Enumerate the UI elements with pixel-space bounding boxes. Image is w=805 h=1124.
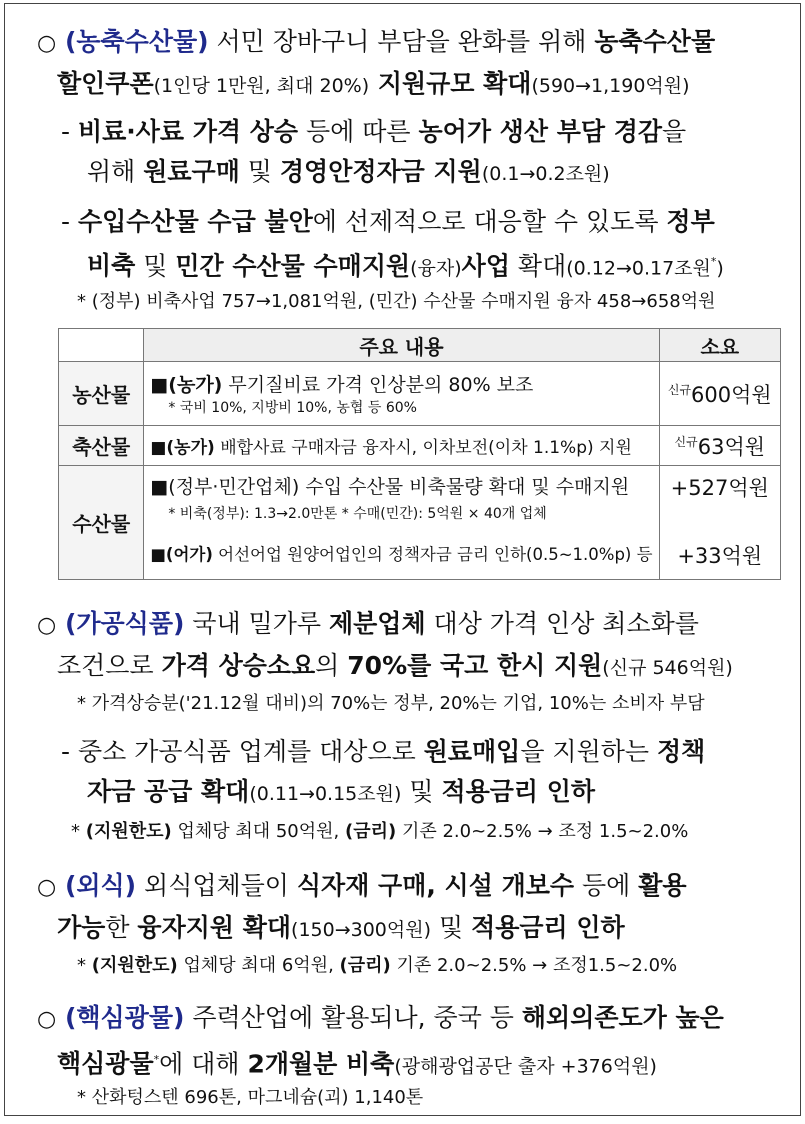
footnote: * 가격상승분('21.12월 대비)의 70%는 정부, 20%는 기업, 10%는 소비자 부담 bbox=[77, 693, 705, 714]
section-dining: ○ (외식) 외식업체들이 식자재 구매, 시설 개보수 등에 활용 가능한 융자지원 확대(150→300억원) 및 적용금리 인하 bbox=[37, 866, 782, 950]
footnote: * (지원한도) 업체당 최대 6억원, (금리) 기존 2.0~2.5% → 조정1.5~2.0% bbox=[77, 955, 678, 976]
circle-bullet-icon: ○ bbox=[37, 875, 57, 900]
table-row: 농산물 ■(농가) 무기질비료 가격 인상분의 80% 보조 * 국비 10%, 지방비 10%, 농협 등 60% $^{신규}$600억원 bbox=[59, 362, 781, 426]
sub-item-seafood: - 수입수산물 수급 불안에 선제적으로 대응할 수 있도록 정부 비축 및 민간 수산물 수매지원(융자)사업 확대(0.12→0.17조원*) bbox=[61, 207, 724, 281]
document-page bbox=[4, 3, 801, 1116]
footnote: * 산화텅스텐 696톤, 마그네슘(괴) 1,140톤 bbox=[77, 1087, 424, 1108]
column-header: 소요 bbox=[659, 329, 780, 362]
circle-bullet-icon: ○ bbox=[37, 1007, 57, 1032]
table-row: 축산물 ■(농가) 배합사료 구매자금 융자시, 이차보전(이차 1.1%p) 지원 $^{신규}$63억원 bbox=[59, 426, 781, 466]
support-table bbox=[58, 328, 781, 580]
table-header-row bbox=[59, 329, 781, 362]
section-tag: (농축수산물) bbox=[64, 27, 209, 56]
table-row: 수산물 ■(정부·민간업체) 수입 수산물 비축물량 확대 및 수매지원 * 비축(정부): 1.3→2.0만톤 * 수매(민간): 5억원 × 40개 업체 ■(어가) 어선어업 원양어업인의 정책자금 금리 인하(0.5~1.0%p) 등 +527억원 +33억원 bbox=[59, 466, 781, 580]
section-core-minerals: ○ (핵심광물) 주력산업에 활용되나, 중국 등 해외의존도가 높은 핵심광물*에 대해 2개월분 비축(광해광업공단 출자 +376억원) bbox=[37, 998, 782, 1086]
section-agri-products: ○ (농축수산물) 서민 장바구니 부담을 완화를 위해 농축수산물 할인쿠폰(1인당 1만원, 최대 20%) 지원규모 확대(590→1,190억원) bbox=[37, 22, 782, 106]
sub-item-policy-fund: - 중소 가공식품 업계를 대상으로 원료매입을 지원하는 정책 자금 공급 확대(0.11→0.15조원) 및 적용금리 인하 bbox=[61, 737, 706, 806]
circle-bullet-icon: ○ bbox=[37, 31, 57, 56]
circle-bullet-icon: ○ bbox=[37, 613, 57, 638]
column-header: 주요 내용 bbox=[144, 329, 659, 362]
footnote: * (정부) 비축사업 757→1,081억원, (민간) 수산물 수매지원 융자 458→658억원 bbox=[77, 291, 716, 312]
section-processed-food: ○ (가공식품) 국내 밀가루 제분업체 대상 가격 인상 최소화를 조건으로 가격 상승소요의 70%를 국고 한시 지원(신규 546억원) bbox=[37, 604, 782, 688]
footnote: * (지원한도) 업체당 최대 50억원, (금리) 기존 2.0~2.5% → 조정 1.5~2.0% bbox=[71, 821, 689, 842]
sub-item-fertilizer: - 비료·사료 가격 상승 등에 따른 농어가 생산 부담 경감을 위해 원료구매 및 경영안정자금 지원(0.1→0.2조원) bbox=[61, 117, 687, 186]
